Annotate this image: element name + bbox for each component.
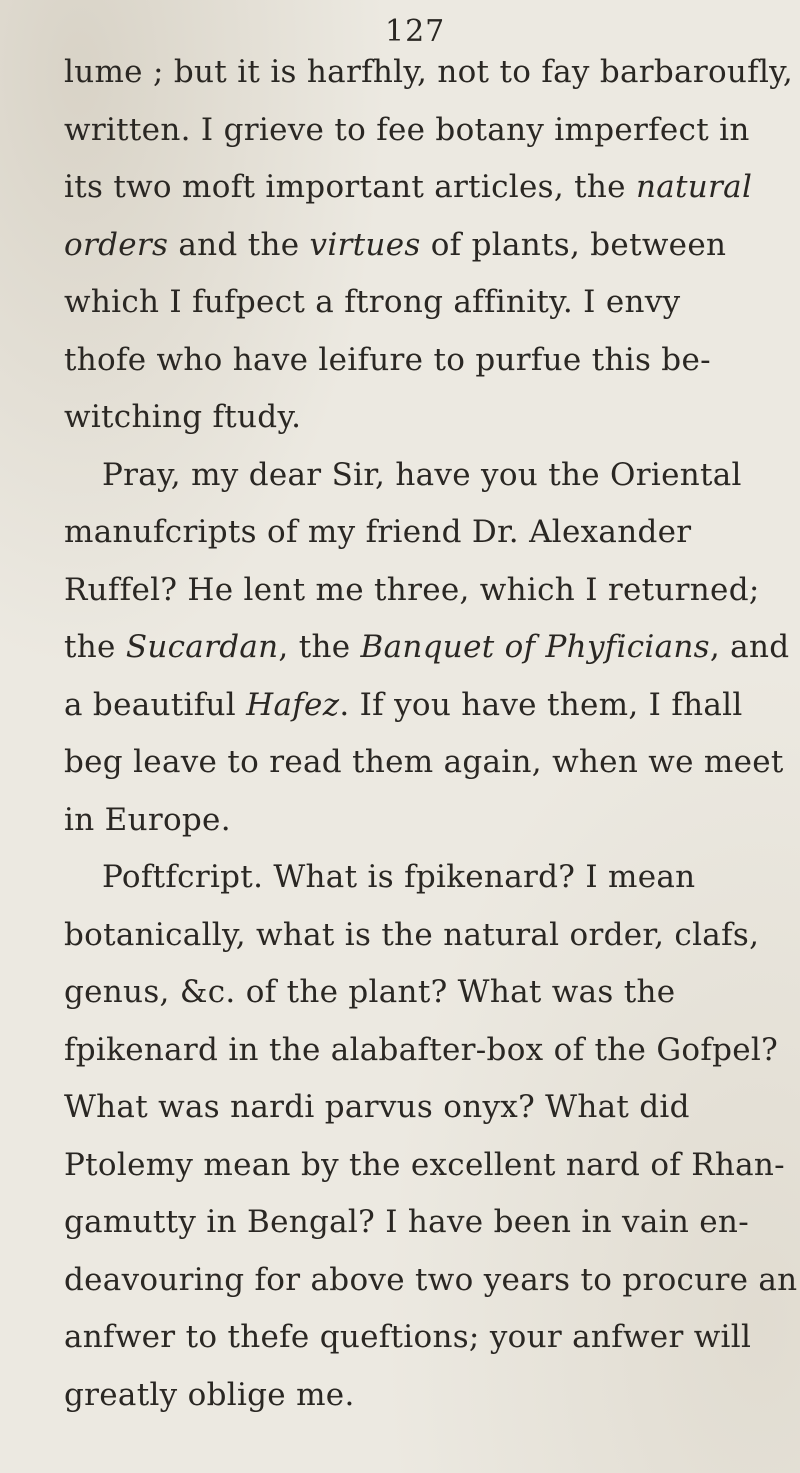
text-line: lume ; but it is harfhly, not to fay barbaroufly,: [64, 54, 794, 90]
text-line: the Sucardan, the Banquet of Phyficians, and: [64, 629, 790, 665]
text-line: Poftfcript. What is fpikenard? I mean: [102, 859, 696, 895]
text-line: a beautiful Hafez. If you have them, I fhall: [64, 686, 743, 723]
text-line: Ruffel? He lent me three, which I returned;: [64, 571, 760, 608]
text-line: its two moft important articles, the natural: [64, 169, 753, 205]
text-line: deavouring for above two years to procure an: [64, 1261, 798, 1298]
page-number: 127: [385, 14, 446, 49]
text-line: fpikenard in the alabafter-box of the Gofpel?: [64, 1031, 779, 1068]
text-line: What was nardi parvus onyx? What did: [64, 1089, 690, 1125]
text-line: Pray, my dear Sir, have you the Oriental: [102, 456, 742, 493]
text-line: in Europe.: [64, 801, 231, 838]
text-line: greatly oblige me.: [64, 1376, 355, 1413]
text-line: thofe who have leifure to purfue this be-: [64, 341, 711, 378]
text-line: anfwer to thefe queftions; your anfwer will: [64, 1319, 752, 1355]
text-line: manufcripts of my friend Dr. Alexander: [64, 514, 692, 550]
text-line: orders and the virtues of plants, between: [64, 226, 727, 263]
text-line: witching ftudy.: [64, 399, 302, 435]
text-line: botanically, what is the natural order, clafs,: [64, 916, 760, 953]
text-line: genus, &c. of the plant? What was the: [64, 974, 676, 1010]
text-line: gamutty in Bengal? I have been in vain en-: [64, 1204, 749, 1240]
text-line: written. I grieve to fee botany imperfect in: [64, 111, 750, 148]
text-line: Ptolemy mean by the excellent nard of Rhan-: [64, 1146, 785, 1183]
text-line: which I fufpect a ftrong affinity. I envy: [64, 284, 681, 320]
text-line: beg leave to read them again, when we meet: [64, 744, 784, 780]
